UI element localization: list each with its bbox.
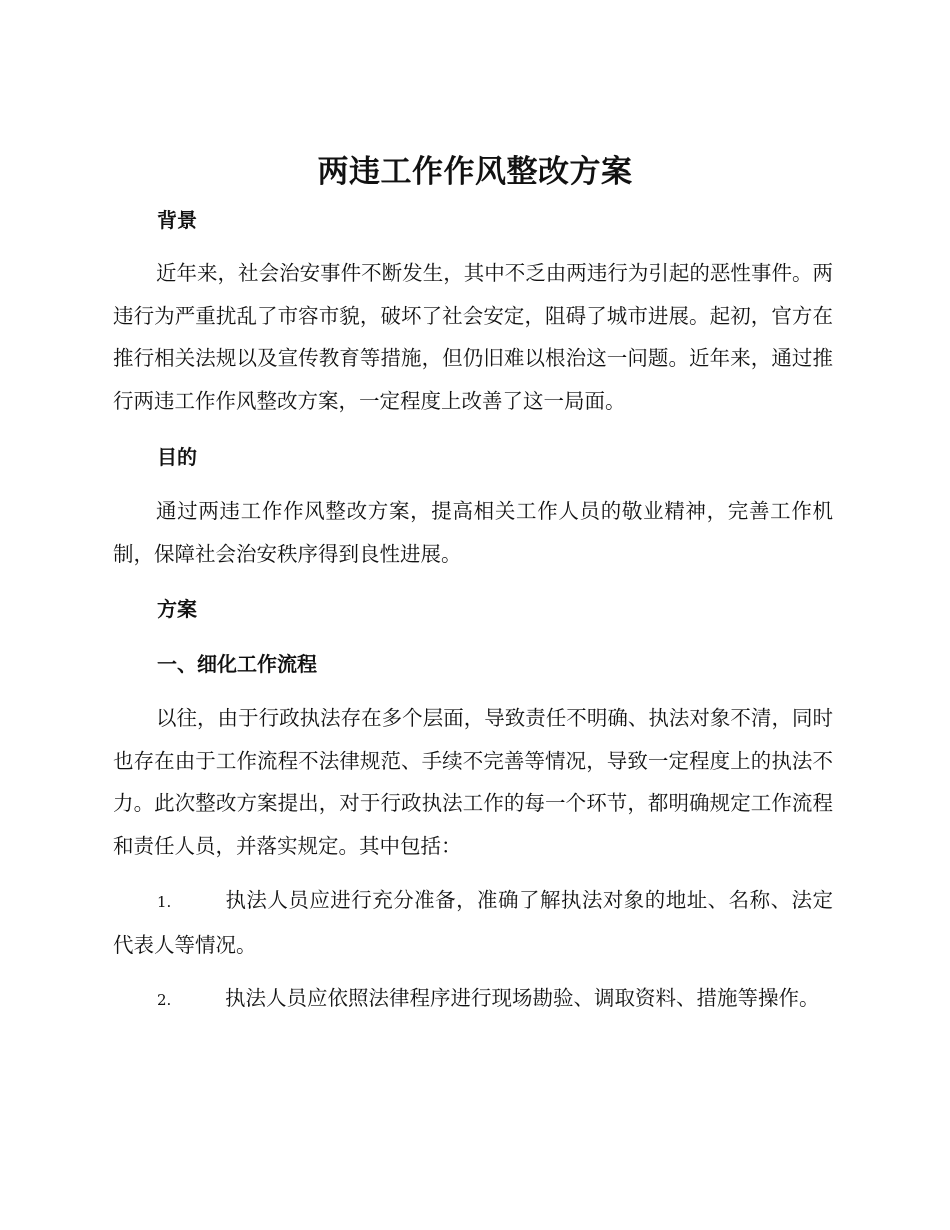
list-item: [113, 879, 833, 966]
plan-subheading: 一、细化工作流程: [157, 652, 317, 676]
section-heading-plan: 方案: [157, 597, 197, 621]
list-item-text: 执法人员应依照法律程序进行现场勘验、调取资料、措施等操作。: [225, 986, 820, 1010]
plan-paragraph: 以往，由于行政执法存在多个层面，导致责任不明确、执法对象不清，同时也存在由于工作流程不法律规范、手续不完善等情况，导致一定程度上的执法不力。此次整改方案提出，对于行政执法工作的每一个环节，都明确规定工作流程和责任人员，并落实规定。其中包括：: [113, 706, 833, 858]
section-heading-purpose: 目的: [157, 445, 197, 469]
document-title: 两违工作作风整改方案: [317, 154, 633, 190]
background-paragraph: 近年来，社会治安事件不断发生，其中不乏由两违行为引起的恶性事件。两违行为严重扰乱了市容市貌，破坏了社会安定，阻碍了城市进展。起初，官方在推行相关法规以及宣传教育等措施，但仍旧难以根治这一问题。近年来，通过推行两违工作作风整改方案，一定程度上改善了这一局面。: [113, 261, 833, 413]
section-heading-background: 背景: [157, 208, 197, 232]
list-item: [113, 977, 833, 1022]
list-item-text: 执法人员应进行充分准备，准确了解执法对象的地址、名称、法定代表人等情况。: [113, 888, 833, 957]
list-item-number: 2.: [157, 991, 172, 1009]
list-item-number: 1.: [157, 893, 172, 911]
purpose-paragraph: 通过两违工作作风整改方案，提高相关工作人员的敬业精神，完善工作机制，保障社会治安秩序得到良性进展。: [113, 499, 833, 566]
